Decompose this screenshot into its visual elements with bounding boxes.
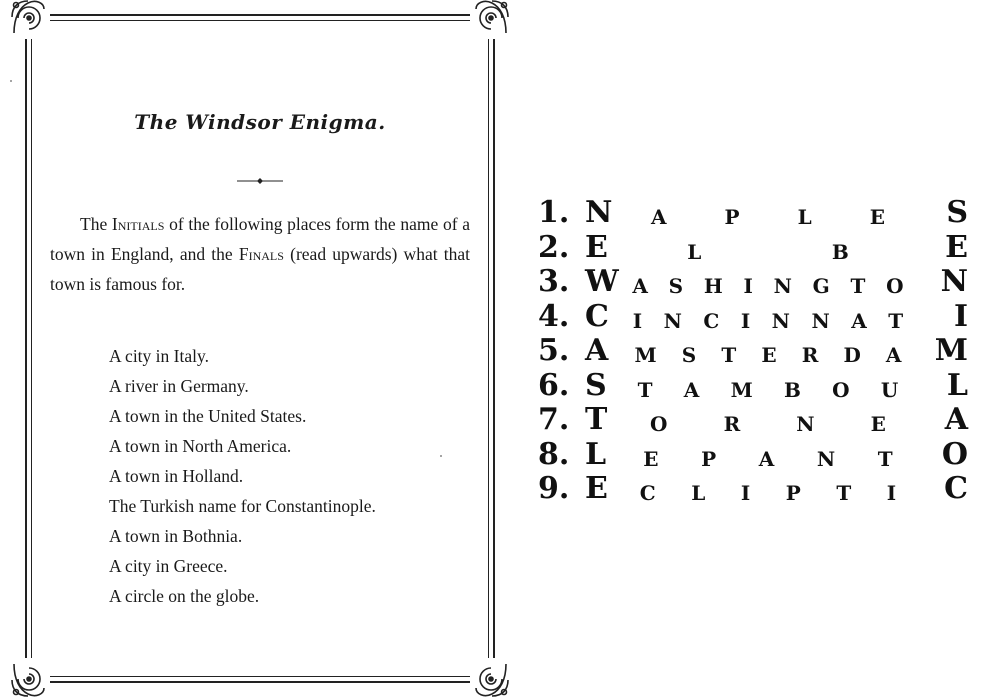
answer-number: 2.	[538, 229, 570, 265]
answer-middle-letter: A	[851, 308, 867, 333]
intro-text-part3: (read upwards) what that town is famous for.	[50, 244, 471, 294]
answer-row	[538, 403, 968, 438]
answer-middle-letter: L	[797, 205, 812, 229]
answer-middle-letter: H	[703, 274, 723, 298]
answer-initial-letter: E	[585, 471, 608, 506]
answer-initial-letter: E	[585, 229, 608, 265]
intro-finals-word: Finals	[238, 244, 284, 264]
divider-ornament-icon	[237, 178, 283, 184]
answer-row	[538, 438, 968, 473]
corner-ornament-icon	[470, 658, 512, 700]
clue-item: A town in the United States.	[109, 406, 307, 426]
answer-middle-letter: I	[886, 481, 897, 505]
answer-middle-letter: B	[783, 377, 801, 402]
answer-initial-letter: S	[585, 367, 607, 403]
answer-middle-letter: A	[632, 274, 648, 298]
answer-middle-letter: A	[885, 343, 902, 367]
answer-middle-letter: E	[643, 446, 659, 471]
page-frame	[25, 14, 495, 683]
answer-middle-letter: A	[651, 205, 667, 229]
answer-middle-letter: R	[723, 412, 741, 436]
answer-row	[538, 196, 968, 231]
answer-middle-letter: N	[796, 412, 815, 436]
answer-middle-letters	[622, 342, 914, 368]
corner-ornament-icon	[470, 0, 512, 39]
answer-number: 8.	[538, 436, 570, 472]
clue-item: A river in Germany.	[109, 376, 249, 396]
answer-middle-letter: P	[724, 205, 740, 229]
answer-middle-letter: T	[836, 481, 852, 505]
answer-middle-letter: N	[771, 308, 790, 333]
clue-item: A town in Bothnia.	[109, 526, 243, 546]
answer-middle-letters	[622, 239, 914, 265]
answer-middle-letters	[622, 411, 914, 437]
answer-middle-letter: C	[703, 308, 720, 333]
answer-middle-letter: I	[740, 481, 751, 505]
answer-middle-letter: A	[758, 446, 775, 471]
answer-middle-letter: T	[721, 343, 737, 367]
answer-middle-letter: B	[831, 239, 849, 264]
answer-middle-letter: T	[850, 274, 866, 298]
answer-middle-letter: T	[888, 308, 904, 333]
clue-item: A city in Greece.	[109, 556, 228, 576]
answer-middle-letter: P	[701, 446, 717, 471]
answer-middle-letter: N	[811, 308, 830, 333]
answer-final-letter: S	[946, 195, 968, 230]
answer-middle-letters	[622, 446, 914, 472]
answer-row	[538, 472, 968, 507]
answer-final-letter: A	[944, 402, 968, 437]
answer-grid	[538, 196, 968, 507]
answer-final-letter: C	[944, 471, 968, 506]
answer-middle-letter: D	[843, 343, 861, 367]
clue-item: A town in Holland.	[109, 466, 244, 486]
answer-middle-letter: G	[812, 274, 830, 298]
answer-number: 3.	[538, 264, 570, 299]
answer-middle-letter: U	[880, 377, 899, 402]
answer-number: 5.	[538, 333, 570, 368]
answer-final-letter: E	[945, 229, 968, 265]
clue-item: A city in Italy.	[109, 346, 209, 366]
answer-middle-letter: L	[687, 239, 702, 264]
answer-middle-letter: R	[801, 343, 819, 367]
print-speck	[10, 80, 12, 82]
answer-final-letter: I	[953, 298, 968, 334]
print-speck	[440, 455, 442, 457]
answer-middle-letter: S	[681, 343, 697, 367]
answer-middle-letters	[622, 480, 914, 506]
answer-middle-letter: N	[663, 308, 682, 333]
answer-middle-letters	[622, 377, 914, 403]
answer-initial-letter: W	[585, 264, 619, 299]
answer-middle-letters	[622, 273, 914, 299]
page-title: The Windsor Enigma.	[134, 110, 386, 134]
answer-middle-letter: A	[683, 377, 700, 402]
answer-middle-letter: E	[870, 412, 886, 436]
answer-middle-letter: M	[730, 377, 753, 402]
answer-middle-letter: I	[743, 274, 753, 298]
answer-row	[538, 265, 968, 300]
answer-middle-letter: S	[668, 274, 684, 298]
answer-final-letter: N	[940, 264, 968, 299]
answer-row	[538, 300, 968, 335]
clue-item: The Turkish name for Constantinople.	[109, 496, 376, 516]
clue-list	[109, 341, 376, 611]
answer-middle-letter: C	[639, 481, 656, 505]
answer-middle-letter: T	[877, 446, 893, 471]
answer-middle-letter: O	[650, 412, 668, 436]
corner-ornament-icon	[8, 658, 50, 700]
answer-final-letter: O	[941, 436, 968, 472]
answer-number: 9.	[538, 471, 570, 506]
answer-initial-letter: L	[585, 436, 607, 472]
answer-row	[538, 334, 968, 369]
clue-item: A circle on the globe.	[109, 586, 260, 606]
answer-middle-letter: N	[773, 274, 792, 298]
answer-final-letter: L	[946, 367, 968, 403]
intro-paragraph	[50, 209, 470, 299]
answer-middle-letters	[622, 308, 914, 334]
answer-initial-letter: C	[585, 298, 609, 334]
intro-text-part2: of the following places form the name of a town in England, and the	[50, 214, 470, 264]
corner-ornament-icon	[8, 0, 50, 39]
answer-middle-letter: O	[886, 274, 904, 298]
answer-middle-letter: M	[634, 343, 657, 367]
answer-row	[538, 369, 968, 404]
answer-number: 6.	[538, 367, 570, 403]
answer-number: 4.	[538, 298, 570, 334]
answer-initial-letter: A	[585, 333, 609, 368]
answer-initial-letter: T	[585, 402, 608, 437]
answer-initial-letter: N	[585, 195, 613, 230]
intro-text-part1: The	[80, 214, 112, 234]
answer-middle-letter: T	[637, 377, 653, 402]
answer-row	[538, 231, 968, 266]
answer-middle-letter: E	[869, 205, 885, 229]
answer-middle-letter: I	[740, 308, 751, 333]
answer-middle-letter: I	[632, 308, 643, 333]
answer-middle-letter: N	[816, 446, 836, 471]
answer-middle-letter: E	[761, 343, 777, 367]
answer-middle-letter: O	[832, 377, 850, 402]
answer-number: 7.	[538, 402, 570, 437]
intro-initials-word: Initials	[111, 214, 165, 234]
answer-middle-letter: L	[691, 481, 706, 505]
clue-item: A town in North America.	[109, 436, 292, 456]
answer-final-letter: M	[934, 333, 968, 368]
answer-middle-letter: P	[785, 481, 801, 505]
answer-middle-letters	[622, 204, 914, 230]
answer-number: 1.	[538, 195, 570, 230]
